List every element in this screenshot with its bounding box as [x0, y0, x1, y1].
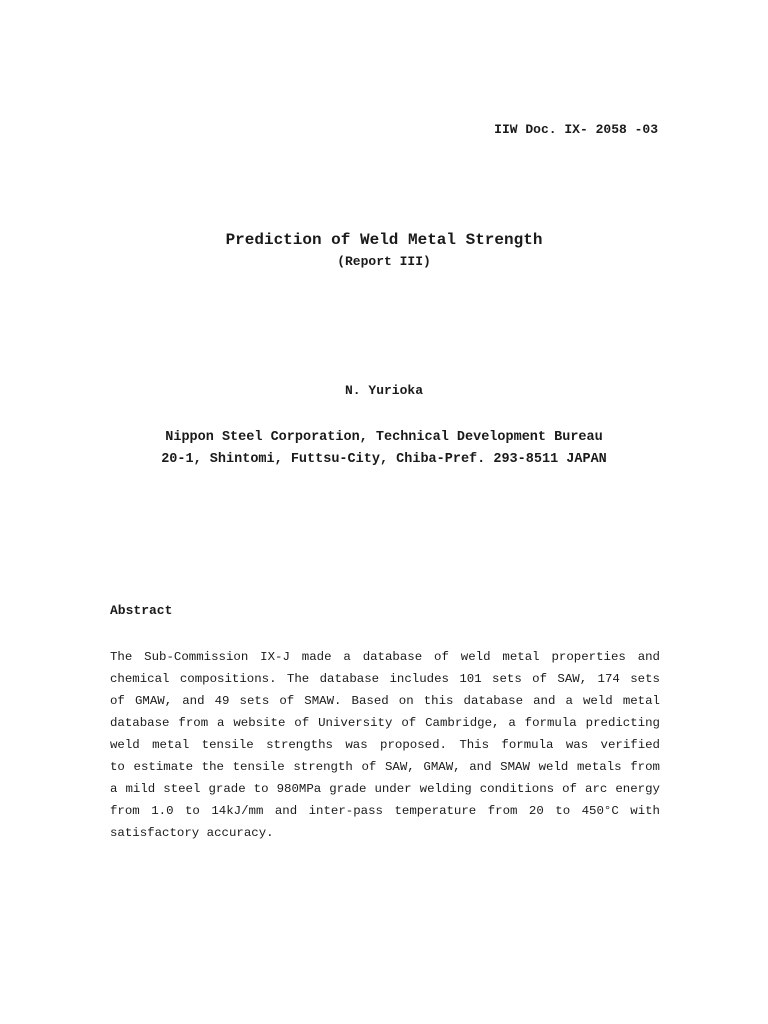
author-name: N. Yurioka	[344, 383, 423, 398]
abstract-line: The Sub-Commission IX-J made a database of weld metal properties and	[110, 650, 660, 664]
document-number: IIW Doc. IX- 2058 -03	[494, 122, 658, 137]
title-block	[0, 229, 768, 273]
abstract-body	[110, 646, 660, 844]
abstract-line: of GMAW, and 49 sets of SMAW. Based on this database and a weld metal	[110, 694, 660, 708]
document-title: Prediction of Weld Metal Strength	[225, 231, 543, 249]
abstract-line: from 1.0 to 14kJ/mm and inter-pass temperature from 20 to 450°C with	[110, 804, 660, 818]
abstract-line: satisfactory accuracy.	[110, 826, 274, 840]
abstract-line: database from a website of University of Cambridge, a formula predicting	[110, 716, 660, 730]
author-affiliation	[0, 427, 768, 471]
abstract-line: chemical compositions. The database includes 101 sets of SAW, 174 sets	[110, 672, 660, 686]
abstract-heading: Abstract	[110, 603, 173, 618]
affiliation-organization: Nippon Steel Corporation, Technical Development Bureau	[165, 430, 603, 445]
document-subtitle: (Report III)	[337, 254, 431, 269]
abstract-line: to estimate the tensile strength of SAW, GMAW, and SMAW weld metals from	[110, 760, 660, 774]
affiliation-address: 20-1, Shintomi, Futtsu-City, Chiba-Pref. 293-8511 JAPAN	[161, 452, 607, 467]
abstract-line: a mild steel grade to 980MPa grade under welding conditions of arc energy	[110, 782, 660, 796]
abstract-line: weld metal tensile strengths was proposed. This formula was verified	[110, 738, 660, 752]
